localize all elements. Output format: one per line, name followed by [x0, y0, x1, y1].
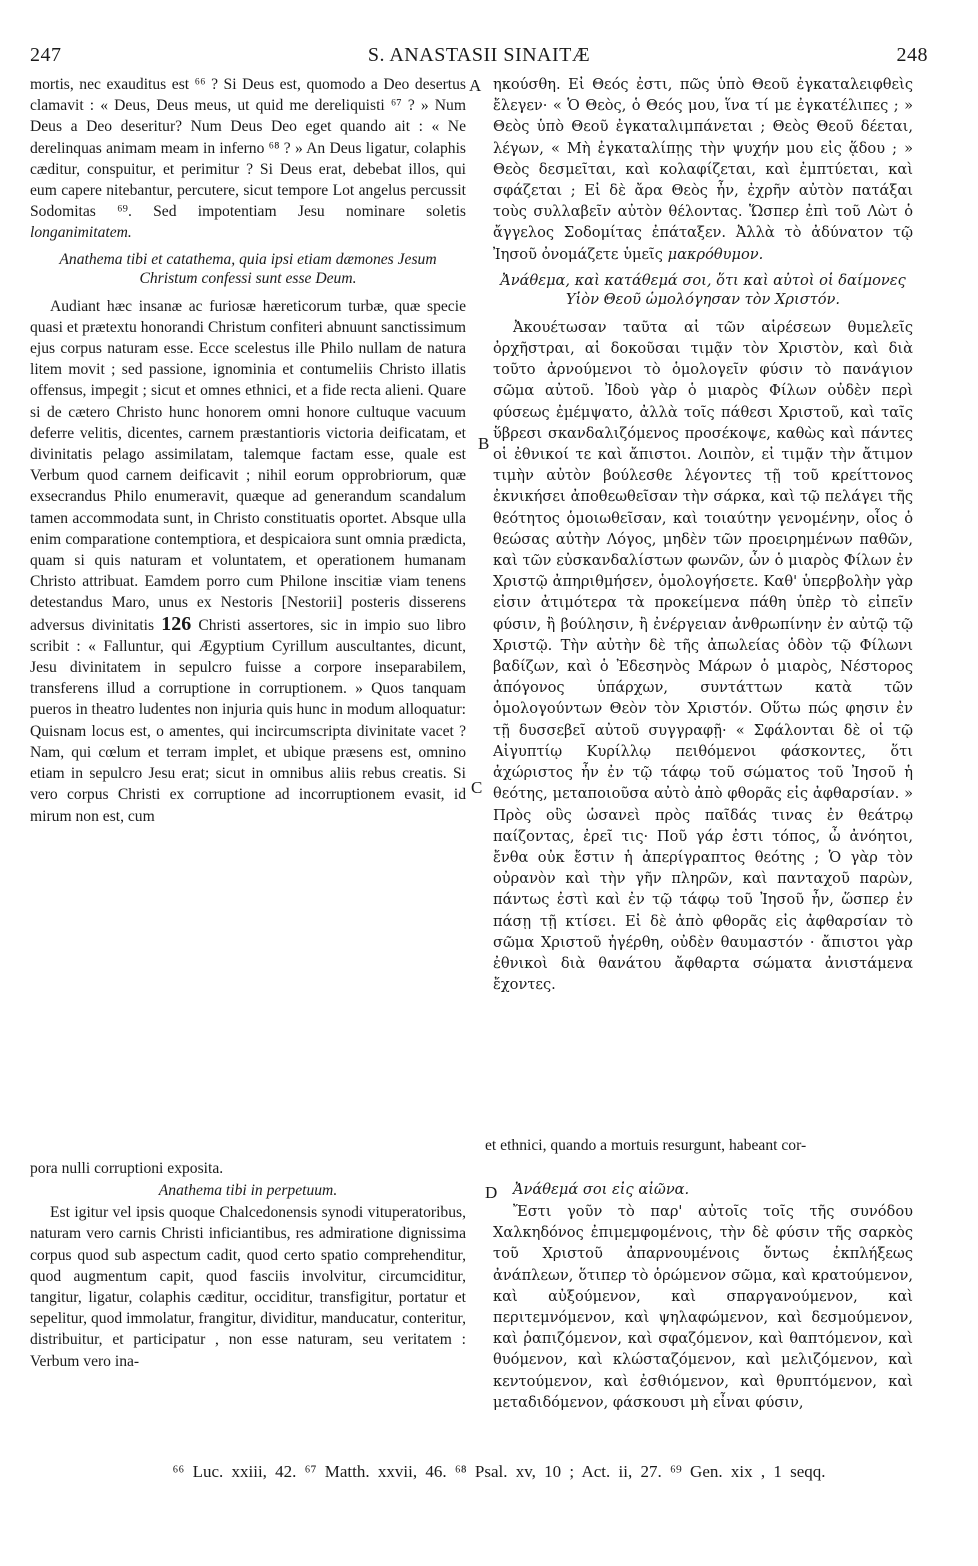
footnotes: ⁶⁶ Luc. xxiii, 42. ⁶⁷ Matth. xxvii, 46. ⁶⁸ Psal. xv, 10 ; Act. ii, 27. ⁶⁹ Gen. xix , 1 seqq.: [172, 1462, 826, 1481]
latin-heading-2: Anathema tibi in perpetuum.: [158, 1182, 338, 1200]
greek-heading-2: Ἀνάθεμά σοι εἰς αἰῶνα.: [513, 1181, 690, 1198]
greek-heading-1: Ἀνάθεμα, καὶ κατάθεμά σοι, ὅτι καὶ αὐτοὶ οἱ δαίμονες Υἱὸν Θεοῦ ὡμολόγησαν τὸν Χριστόν.: [500, 271, 906, 308]
greek-column-lower: [493, 1180, 913, 1413]
latin-column-lower: [30, 1158, 466, 1372]
greek-paragraph-1: [493, 74, 913, 265]
page-number-left: 247: [30, 44, 62, 66]
margin-marker-b: B: [478, 434, 490, 453]
margin-marker-c: C: [471, 778, 483, 797]
greek-text-1-end: μακρόθυμον.: [667, 245, 764, 263]
shared-line: [30, 1135, 920, 1156]
greek-paragraph-3: Ἔστι γοῦν τὸ παρ' αὐτοῖς τοῖς τῆς συνόδου Χαλκηδόνος ἐπιμεμφομένοις, τὴν δὲ φύσιν τῆς σαρκὸς τοῦ Χριστοῦ ἀπαρνουμένοις ὄντως ἐκπλήξεως ἀνάπλεων, ὅτιπερ τὸ ὁρώμενον σῶμα, καὶ κρατούμενον, καὶ αὐξούμενον, καὶ σπαργανούμενον, καὶ περιτεμνόμενον, καὶ ψηλαφώμενον, καὶ δεσμούμενον, καὶ ῥαπιζόμενον, καὶ σφαζόμενον, καὶ θαπτόμενον, καὶ θυόμενον, καὶ κλώσταζόμενον, καὶ μελιζόμενον, καὶ κεντούμενον, καὶ ἐσθιόμενον, καὶ θρυπτόμενον, καὶ μεταδιδόμενον, φάσκουσι μὴ εἶναι φύσιν,: [493, 1203, 913, 1411]
latin-heading-1: Anathema tibi et catathema, quia ipsi etiam dæmones Jesum Christum confessi sunt esse Deum.: [59, 250, 437, 287]
latin-text-2-cont: Christi assertores, sic in impio suo libro scribit : « Falluntur, qui Ægyptium Cyrillum auscultantes, dicunt, Jesu divinitatem in sepulcro fuisse a corpore inseparabilem, transferens illud a corruptione in corruptionem. » Quos tanquam pueros in theatro ludentes non injuria quis hunc in modum alloquatur: Quisnam locus est, o amentes, qui incircumscripta divinitate vacet ? Nam, qui cœlum et terram implet, et ubique præsens est, omnino etiam in sepulcro Jesu erat; sicut in omnibus aliis rebus creatis. Si vero corpus Christi ex corruptione ad incorruptionem evasit, id mirum non est, cum: [30, 616, 466, 825]
marginal-number: 126: [161, 612, 192, 635]
latin-column: [30, 74, 466, 827]
greek-text-1: ηκούσθη. Εἰ Θεός ἐστι, πῶς ὑπὸ Θεοῦ ἐγκαταλειφθεὶς ἔλεγεν· « Ὁ Θεὸς, ὁ Θεός μου, ἵνα τί με ἐγκατέλιπες ; » Θεὸς ὑπὸ Θεοῦ ἐγκαταλιμπάνεται ; Θεὸς Θεοῦ δέεται, λέγων, « Μὴ ἐγκαταλίπῃς τὴν ψυχήν μου εἰς ᾅδου ; » Θεὸς δεσμεῖται, καὶ κολαφίζεται, καὶ ἐμπτύεται, καὶ σφάζεται ; Εἰ δὲ ἄρα Θεὸς ἦν, ἐχρῆν αὐτὸν πατάξαι τοὺς συλλαβεῖν αὐτὸν θέλοντας. Ὥσπερ ἐπὶ τοῦ Λὼτ ὁ ἄγγελος Σοδομίτας ἐπάταξεν. Ἀλλὰ τὸ ἀδύνατον τῷ Ἰησοῦ ὀνομάζετε ὑμεῖς: [493, 76, 913, 263]
latin-paragraph-2: [30, 296, 466, 827]
latin-paragraph-1: [30, 74, 466, 244]
latin-text-1: mortis, nec exauditus est ⁶⁶ ? Si Deus est, quomodo a Deo desertus clamavit : « Deus, Deus meus, ut quid me dereliquisti ⁶⁷ ? » Num Deus a Deo deseritur? Num Deus Deo eget quando ait : « Ne derelinquas animam meam in inferno ⁶⁸ ? » An Deus ligatur, colaphis cæditur, conspuitur, et perimitur ? Si Deus erat, debebat illos, qui eum capere nitebantur, percutere, sicut tempore Lot angelus percussit Sodomitas ⁶⁹. Sed impotentiam Jesu nominare soletis: [30, 76, 466, 221]
greek-column: [493, 74, 913, 995]
latin-paragraph-2-last: pora nulli corruptioni exposita.: [30, 1160, 224, 1177]
margin-marker-a: A: [469, 76, 482, 95]
margin-marker-d: D: [485, 1183, 498, 1202]
page-number-right: 248: [896, 44, 928, 66]
latin-text-1-end: longanimitatem.: [30, 224, 132, 242]
shared-line-text: et ethnici, quando a mortuis resurgunt, habeant cor-: [485, 1137, 807, 1154]
running-header: [30, 44, 928, 70]
latin-paragraph-3: Est igitur vel ipsis quoque Chalcedonensis synodi vituperatoribus, naturam vero carnis Christi inficiantibus, res admiratione dignissima corpus quod sub aspectum cadit, quod certo spatio comprehenditur, quod augmentum capit, quod fasciis involvitur, circumciditur, tangitur, ligatur, colaphis cæditur, occiditur, transfigitur, portatur et sepelitur, quod immolatur, frangitur, dividitur, manducatur, conteritur, distribuitur, et participatur , non esse naturam, seu veritatem : Verbum vero ina-: [30, 1204, 466, 1370]
latin-text-2: Audiant hæc insanæ ac furiosæ hæreticorum turbæ, quæ specie quasi et prætextu honorandi Christum confiteri abnuunt sanctissimum ejus corpus naturam esse. Ecce scelestus ille Philo nullam de natura litem movit ; sed passione, ignominia et contumeliis Christo illatis offensus, impegit ; sicut et omnes ethnici, et a fide recta alieni. Quare si de cætero Christo hunc honorem omni honore cultuque vacuum deferre velitis, dicentes, carnem præstantioris victoria deificatam, et divinitatis pelago assimilatam, talemque factam esse, quale est Verbum quod carnem deificavit ; nihil eorum opprobriorum, quæ exsecrandus Philo enumeravit, quæque ad generandum scandalum tamen accommodata sunt, in Christo constituatis oportet. Absque ulla enim comparatione contemptiora, et despicaiora sunt omnia prædicta, quam si quis naturam et voluntatem, et operationem humanam Christo attribuat. Eamdem porro cum Philone inscitiæ viam tenens detestandus Maro, unus ex Nestoris [Nestorii] posteris disserens adversus divinitatis: [30, 297, 466, 634]
page-title: S. ANASTASII SINAITÆ: [367, 44, 591, 66]
greek-paragraph-2: Ἀκουέτωσαν ταῦτα αἱ τῶν αἱρέσεων θυμελεῖς ὀρχῆστραι, αἱ δοκοῦσαι τιμᾷν τὸν Χριστὸν, καὶ διὰ τοῦτο ἀρνούμενοι τὸ ὁμολογεῖν φύσιν τὸ πανάγιον σῶμα αὐτοῦ. Ἰδοὺ γὰρ ὁ μιαρὸς Φίλων οὐδὲν περὶ φύσεως ἐμέμψατο, ἀλλὰ τοῖς πάθεσι Χριστοῦ, καὶ ταῖς ὕβρεσι σκανδαλιζόμενος προσέκοψε, καθὼς καὶ πάντες οἱ ἐθνικοί τε καὶ ἄπιστοι. Λοιπὸν, εἰ τιμᾷν τὴν ἄτιμον τιμὴν αὐτὸν βούλεσθε λέγοντες τῇ τοῦ κρείττονος ἐκνικήσει ἀποθεωθεῖσαν τὴν σάρκα, καὶ τῷ πελάγει τῆς θεότητος ὁμοιωθεῖσαν, καὶ τοιαύτην γενομένην, οἷος ὁ θεώσας αὐτὴν Λόγος, μηδὲν τῶν προειρημένων παθῶν, καὶ τῶν εὐσκανδαλίστων φωνῶν, ὧν ὁ μιαρὸς Φίλων ἐν Χριστῷ ἀπηριθμήσεν, ὁμολογήσετε. Καθ' ὑπερβολὴν γὰρ εἰσιν ἀτιμότερα τὰ προκείμενα πάθη ὑπὲρ τὸ εἰπεῖν φύσιν, ἢ βούλησιν, ἢ ἐνέργειαν ἀνθρωπίνην ἐν αὐτῷ τῷ Χριστῷ. Τὴν αὐτὴν δὲ τῆς ἀπωλείας ὁδὸν τῷ Φίλωνι βαδίζων, καὶ ὁ Ἐδεσηνὸς Μάρων ὁ μιαρὸς, Νέστορος ἀπόγονος ὑπάρχων, συντάττων κατὰ τῶν ὁμολογούντων Θεὸν τὸν Χριστόν. Οὕτω πώς φησιν ἐν τῇ δυσσεβεῖ αὐτοῦ συγγραφῇ· « Σφάλονται δὲ οἱ τῷ Αἰγυπτίῳ Κυρίλλῳ πειθόμενοι φάσκοντες, ὅτι ἀχώριστος ἦν ἐν τῷ τάφῳ τοῦ σώματος τοῦ Ἰησοῦ ἡ θεότης, μεταποιοῦσα αὐτὸ ἀπὸ φθορᾶς εἰς ἀφθαρσίαν. » Πρὸς οὓς ὡσανεὶ πρὸς παῖδάς τινας ἐν θεάτρῳ παίζοντας, ἐρεῖ τις· Ποῦ γάρ ἐστι τόπος, ὦ ἀνόητοι, ἔνθα οὐκ ἔστιν ἡ ἀπερίγραπτος θεότης ; Ὁ γὰρ τὸν οὐρανὸν καὶ τὴν γῆν πληρῶν, καὶ πανταχοῦ παρὼν, πάντως ἐστὶ καὶ ἐν τῷ τάφῳ τοῦ Ἰησοῦ ἦν, ὥσπερ ἐν πάσῃ τῇ κτίσει. Εἰ δὲ ἀπὸ φθορᾶς εἰς ἀφθαρσίαν τὸ σῶμα Χριστοῦ ἠγέρθη, οὐδὲν θαυμαστόν · ἄπιστοι γὰρ ἐθνικοὶ διὰ θανάτου ἄφθαρτα σώματα ἀνιστάμενα ἔχοντες.: [493, 318, 913, 994]
